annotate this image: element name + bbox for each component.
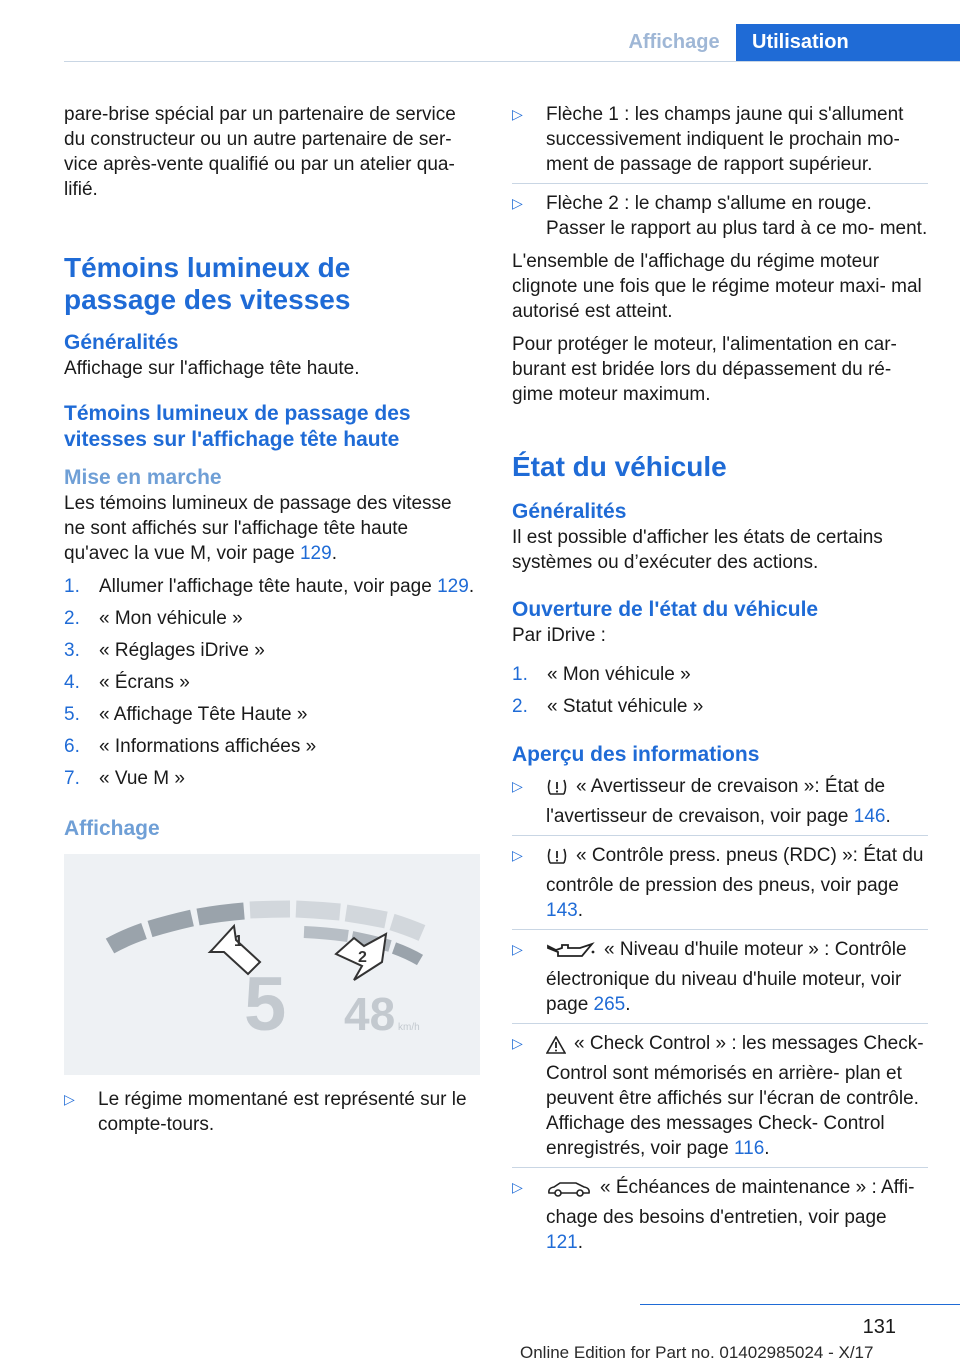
list-item: ▷ Le régime momentané est représenté sur le compte-tours. [64, 1089, 467, 1135]
list-item: 7. « Vue M » [64, 768, 185, 789]
svg-text:1: 1 [234, 933, 243, 950]
section-tab: Affichage [628, 31, 720, 53]
bullet-triangle-icon: ▷ [512, 941, 523, 957]
list-item: 3. « Réglages iDrive » [64, 640, 265, 661]
warning-triangle-icon [546, 1036, 566, 1061]
list-item: 1. « Mon véhicule » [512, 664, 691, 685]
left-column [64, 102, 478, 1137]
apercu-list [512, 774, 928, 1255]
page-link[interactable]: 129 [437, 576, 469, 597]
heading-etat-vehicule: État du véhicule [512, 451, 727, 482]
tire-pressure-icon [546, 777, 568, 804]
speed-value: 48 [344, 988, 396, 1040]
heading-shift-lights: Témoins lumineux de passage des vitesses [64, 252, 351, 315]
generalites-text: Affichage sur l'affichage tête haute. [64, 358, 360, 379]
edition-footer: Online Edition for Part no. 01402985024 - X/17 [520, 1343, 874, 1362]
intro-paragraph: pare-brise spécial par un partenaire de service du constructeur ou un autre partenaire de ser- vice après-vente qualifié ou par un atelier qua- lifié. [64, 104, 456, 200]
list-item: ▷ « Niveau d'huile moteur » : Contrôle électronique du niveau d'huile moteur, voir page 265. [512, 937, 928, 1024]
list-item: 1. Allumer l'affichage tête haute, voir page 129. [64, 576, 475, 597]
arrow-bullets [512, 102, 928, 241]
heading-hud-shift-lights: Témoins lumineux de passage des vitesses sur l'affichage tête haute [64, 402, 411, 451]
gear-digit: 5 [244, 962, 287, 1047]
list-item: ▷ « Avertisseur de crevaison »: État de l'avertisseur de crevaison, voir page 146. [512, 774, 928, 836]
ouverture-steps [512, 662, 928, 719]
chapter-tab: Utilisation [736, 24, 960, 61]
page-link[interactable]: 129 [299, 543, 332, 564]
service-car-icon [546, 1180, 592, 1205]
list-item: ▷ Flèche 2 : le champ s'allume en rouge. Passer le rapport au plus tard à ce mo- ment. [512, 193, 928, 239]
list-item: ▷ « Check Control » : les messages Check-Control sont mémorisés en arrière- plan et peuvent être affichés sur l'écran de contrôle. Affichage des messages Check- Control enregistrés, voir page 116. [512, 1031, 928, 1168]
list-item: ▷ « Échéances de maintenance » : Affi- chage des besoins d'entretien, voir page 121. [512, 1177, 915, 1253]
tachometer-illustration [64, 854, 480, 1075]
bullet-triangle-icon: ▷ [512, 847, 523, 863]
rpm-paragraph: L'ensemble de l'affichage du régime moteur clignote une fois que le régime moteur maxi- mal autorisé est atteint. [512, 251, 922, 322]
page-link[interactable]: 116 [734, 1138, 765, 1159]
page-link[interactable]: 146 [853, 806, 886, 827]
bullet-triangle-icon: ▷ [512, 106, 523, 122]
bullet-triangle-icon: ▷ [512, 195, 523, 211]
heading-affichage: Affichage [64, 817, 160, 840]
list-item: 5. « Affichage Tête Haute » [64, 704, 308, 725]
oil-can-icon [546, 942, 596, 967]
speed-unit: km/h [398, 1022, 420, 1033]
list-item: 2. « Mon véhicule » [64, 608, 243, 629]
page-link[interactable]: 265 [593, 994, 626, 1015]
page-link[interactable]: 121 [546, 1232, 578, 1253]
mise-en-marche-text: Les témoins lumineux de passage des vitesse ne sont affichés sur l'affichage tête haute qu'avec la vue M, voir page 129. [64, 493, 452, 564]
heading-ouverture: Ouverture de l'état du véhicule [512, 598, 819, 621]
generalites-2-text: Il est possible d'afficher les états de certains systèmes ou d’exécuter des actions. [512, 527, 883, 573]
bullet-triangle-icon: ▷ [512, 778, 523, 794]
page-number: 131 [862, 1316, 896, 1338]
page-link[interactable]: 143 [546, 900, 578, 921]
heading-generalites-2: Généralités [512, 500, 627, 523]
heading-apercu: Aperçu des informations [512, 743, 760, 766]
list-item: ▷ Flèche 1 : les champs jaune qui s'allument successivement indiquent le prochain mo- ment de passage de rapport supérieur. [512, 102, 928, 184]
heading-generalites: Généralités [64, 331, 179, 354]
bullet-triangle-icon: ▷ [512, 1035, 523, 1051]
figure-bullets [64, 1087, 478, 1137]
ouverture-text: Par iDrive : [512, 625, 606, 646]
tire-pressure-icon [546, 846, 568, 873]
svg-text:2: 2 [358, 949, 367, 966]
fuel-paragraph: Pour protéger le moteur, l'alimentation en car- burant est bridée lors du dépassement du ré- gime moteur maximum. [512, 334, 897, 405]
heading-mise-en-marche: Mise en marche [64, 466, 222, 489]
bullet-triangle-icon: ▷ [64, 1091, 75, 1107]
list-item: 4. « Écrans » [64, 672, 190, 693]
bullet-triangle-icon: ▷ [512, 1179, 523, 1195]
list-item: ▷ « Contrôle press. pneus (RDC) »: État du contrôle de pression des pneus, voir page 143. [512, 843, 928, 930]
list-item: 6. « Informations affichées » [64, 736, 317, 757]
list-item: 2. « Statut véhicule » [512, 696, 704, 717]
footer-divider [640, 1304, 960, 1305]
right-column [512, 102, 928, 1255]
steps-list [64, 574, 478, 791]
shift-lights-figure [64, 854, 480, 1075]
header-divider [64, 61, 960, 62]
